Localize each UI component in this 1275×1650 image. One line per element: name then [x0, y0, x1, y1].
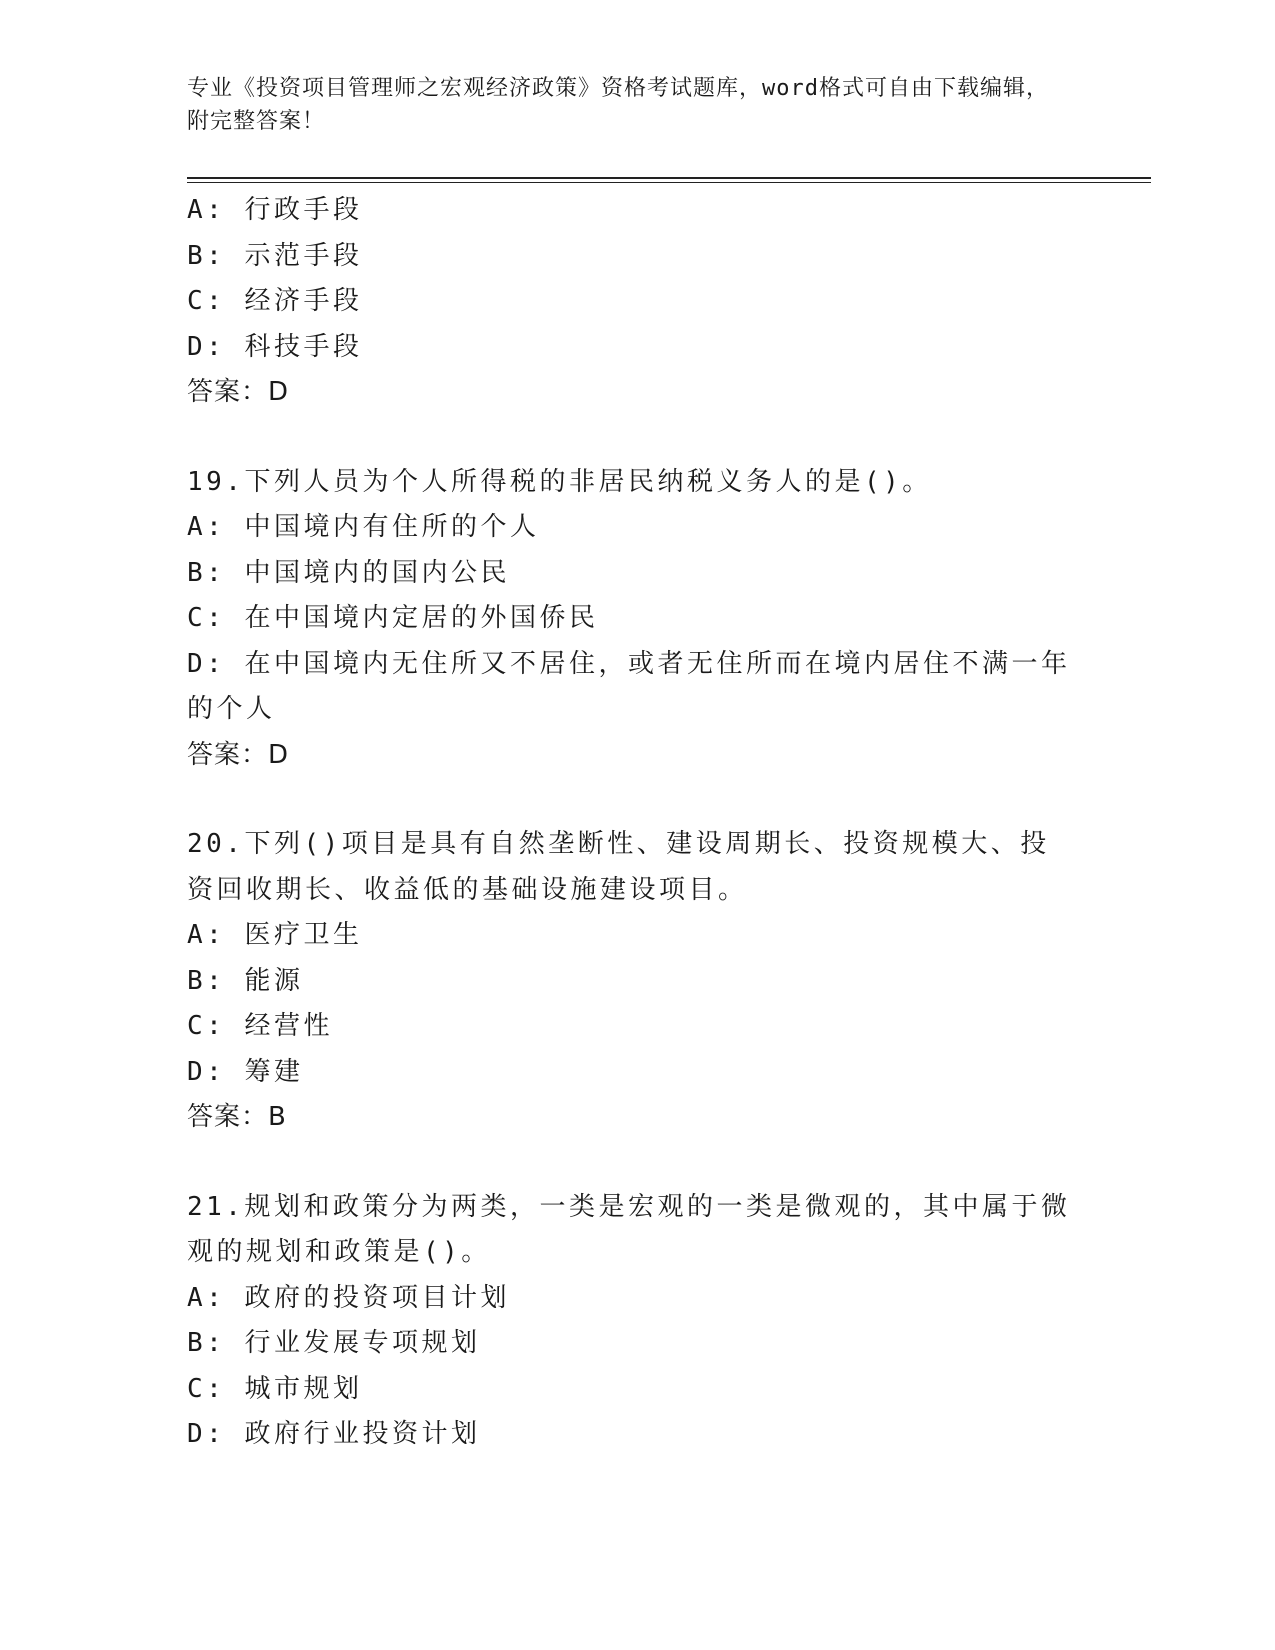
answer: 答案：B: [187, 1102, 287, 1132]
option-b: B: 行业发展专项规划: [187, 1328, 481, 1358]
spacer: [187, 416, 1087, 460]
answer: 答案：D: [187, 377, 290, 407]
option-b: B: 中国境内的国内公民: [187, 557, 510, 588]
header-rule-thick: [187, 177, 1151, 179]
document-header: 专业《投资项目管理师之宏观经济政策》资格考试题库，word格式可自由下载编辑，附完整答案！: [187, 76, 1049, 134]
option-c: C: 城市规划: [187, 1373, 363, 1404]
option-a: A: 中国境内有住所的个人: [187, 512, 540, 542]
option-c: C: 经济手段: [187, 286, 363, 316]
question-20: [187, 822, 1087, 1141]
question-19: [187, 460, 1087, 779]
option-b: B: 示范手段: [187, 240, 363, 271]
question-21: [187, 1185, 1087, 1458]
option-d: D: 科技手段: [187, 331, 363, 362]
option-a: A: 行政手段: [187, 195, 363, 225]
spacer: [187, 778, 1087, 822]
question-text: 19.下列人员为个人所得税的非居民纳税义务人的是()。: [187, 466, 932, 497]
option-a: A: 医疗卫生: [187, 920, 363, 950]
option-d: D: 政府行业投资计划: [187, 1419, 481, 1449]
header-rule-thin: [187, 182, 1151, 183]
option-c: C: 经营性: [187, 1011, 333, 1041]
option-c: C: 在中国境内定居的外国侨民: [187, 603, 599, 633]
option-d: D: 在中国境内无住所又不居住，或者无住所而在境内居住不满一年的个人: [187, 648, 1071, 724]
question-18: [187, 188, 1087, 416]
question-text: 21.规划和政策分为两类，一类是宏观的一类是微观的，其中属于微观的规划和政策是()。: [187, 1191, 1071, 1267]
option-b: B: 能源: [187, 965, 304, 996]
spacer: [187, 1141, 1087, 1185]
option-d: D: 筹建: [187, 1056, 304, 1087]
question-text: 20.下列()项目是具有自然垄断性、建设周期长、投资规模大、投资回收期长、收益低的基础设施建设项目。: [187, 829, 1050, 905]
answer: 答案：D: [187, 739, 290, 770]
question-list: [187, 188, 1087, 1458]
option-a: A: 政府的投资项目计划: [187, 1282, 510, 1313]
